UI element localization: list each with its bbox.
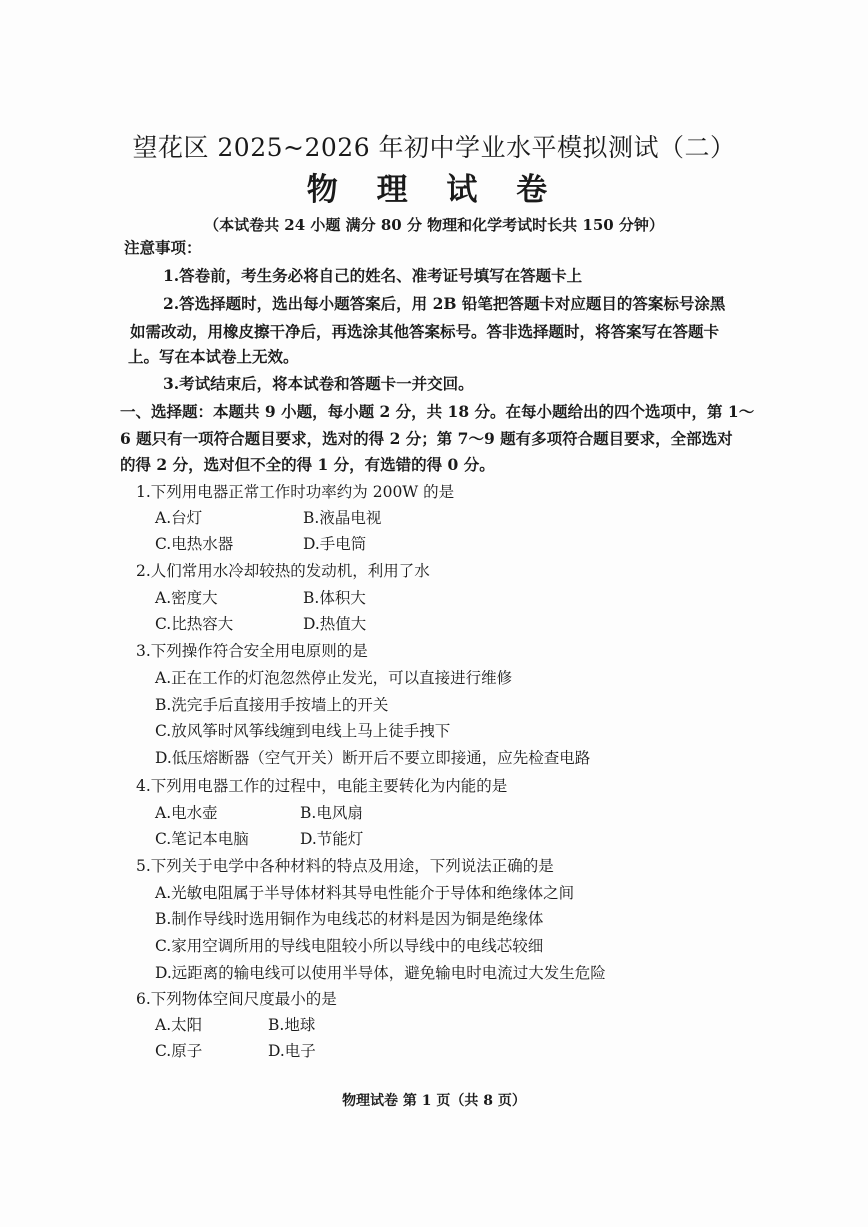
question-5-option-b: B.制作导线时选用铜作为电线芯的材料是因为铜是绝缘体: [155, 910, 544, 928]
question-4-stem: 4.下列用电器工作的过程中，电能主要转化为内能的是: [136, 777, 508, 795]
question-3-option-d: D.低压熔断器（空气开关）断开后不要立即接通，应先检查电路: [155, 749, 591, 767]
question-3-option-b: B.洗完手后直接用手按墙上的开关: [155, 696, 389, 714]
exam-title: 望花区 2025~2026 年初中学业水平模拟测试（二）: [132, 133, 736, 162]
question-2-option-a: A.密度大: [155, 589, 218, 607]
question-6-option-d: D.电子: [268, 1042, 316, 1060]
question-1-option-b: B.液晶电视: [303, 509, 382, 527]
page-footer: 物理试卷 第 1 页（共 8 页）: [342, 1093, 526, 1109]
section-1-line-1: 一、选择题：本题共 9 小题，每小题 2 分，共 18 分。在每小题给出的四个选项中，第 1～: [120, 402, 755, 421]
question-4-option-a: A.电水壶: [155, 804, 218, 822]
question-5-option-c: C.家用空调所用的导线电阻较小所以导线中的电线芯较细: [155, 937, 544, 955]
notes-item-2-line-1: 2.答选择题时，选出每小题答案后，用 2B 铅笔把答题卡对应题目的答案标号涂黑: [163, 294, 726, 313]
question-5-option-a: A.光敏电阻属于半导体材料其导电性能介于导体和绝缘体之间: [155, 884, 575, 902]
question-6-option-c: C.原子: [155, 1042, 203, 1060]
question-5-option-d: D.远距离的输电线可以使用半导体，避免输电时电流过大发生危险: [155, 964, 606, 982]
notes-item-2-line-2: 如需改动，用橡皮擦干净后，再选涂其他答案标号。答非选择题时，将答案写在答题卡: [130, 322, 720, 341]
question-6-stem: 6.下列物体空间尺度最小的是: [136, 990, 337, 1008]
question-1-stem: 1.下列用电器正常工作时功率约为 200W 的是: [136, 483, 455, 501]
exam-info: （本试卷共 24 小题 满分 80 分 物理和化学考试时长共 150 分钟）: [204, 216, 664, 234]
section-1-line-3: 的得 2 分，选对但不全的得 1 分，有选错的得 0 分。: [120, 455, 495, 474]
question-5-stem: 5.下列关于电学中各种材料的特点及用途，下列说法正确的是: [136, 857, 554, 875]
question-2-option-d: D.热值大: [303, 615, 367, 633]
question-1-option-c: C.电热水器: [155, 535, 234, 553]
notes-heading: 注意事项：: [124, 238, 202, 257]
question-6-option-a: A.太阳: [155, 1016, 203, 1034]
question-4-option-d: D.节能灯: [300, 830, 364, 848]
question-3-option-a: A.正在工作的灯泡忽然停止发光，可以直接进行维修: [155, 669, 513, 687]
question-4-option-b: B.电风扇: [300, 804, 363, 822]
question-3-option-c: C.放风筝时风筝线缠到电线上马上徒手拽下: [155, 722, 451, 740]
question-1-option-a: A.台灯: [155, 509, 203, 527]
question-2-option-b: B.体积大: [303, 589, 366, 607]
notes-item-1: 1.答卷前，考生务必将自己的姓名、准考证号填写在答题卡上: [163, 266, 583, 285]
question-3-stem: 3.下列操作符合安全用电原则的是: [136, 642, 368, 660]
question-4-option-c: C.笔记本电脑: [155, 830, 249, 848]
question-6-option-b: B.地球: [268, 1016, 316, 1034]
question-2-stem: 2.人们常用水冷却较热的发动机，利用了水: [136, 562, 430, 580]
question-2-option-c: C.比热容大: [155, 615, 234, 633]
subject-title: 物 理 试 卷: [306, 172, 562, 208]
section-1-line-2: 6 题只有一项符合题目要求，选对的得 2 分；第 7～9 题有多项符合题目要求，全部选对: [120, 429, 733, 448]
question-1-option-d: D.手电筒: [303, 535, 367, 553]
notes-item-3: 3.考试结束后，将本试卷和答题卡一并交回。: [163, 374, 474, 393]
notes-item-2-line-3: 上。写在本试卷上无效。: [128, 347, 299, 366]
